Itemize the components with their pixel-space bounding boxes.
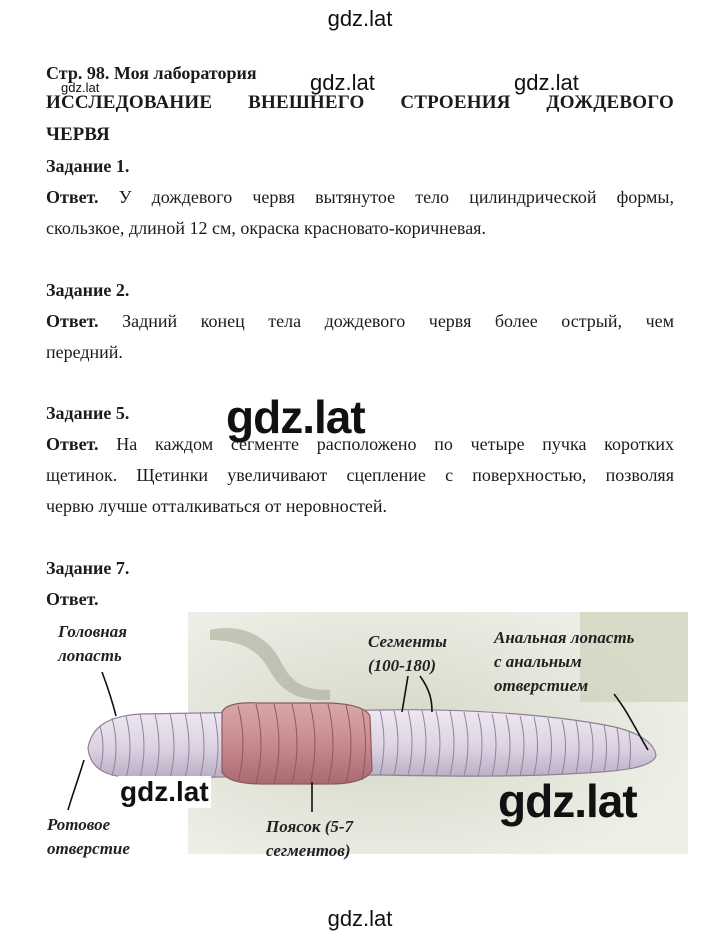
answer-label: Ответ.: [46, 187, 99, 207]
task-1-label: Задание 1.: [46, 156, 130, 176]
label-head-lobe: Головная лопасть: [58, 622, 127, 665]
page-title-line1: ИССЛЕДОВАНИЕ ВНЕШНЕГО СТРОЕНИЯ ДОЖДЕВОГО: [46, 92, 674, 113]
task-2-label: Задание 2.: [46, 280, 130, 300]
task-2-answer-line2: передний.: [46, 342, 123, 362]
watermark-large: gdz.lat: [226, 391, 365, 443]
answer-label: Ответ.: [46, 434, 99, 454]
answer-text: На каждом сегменте расположено по четыре пучка коротких: [116, 434, 674, 454]
label-mouth: Ротовое отверстие: [47, 815, 130, 858]
label-girdle: Поясок (5-7 сегментов): [266, 817, 354, 860]
watermark-small: gdz.lat: [61, 80, 100, 95]
page-reference: Стр. 98.: [46, 63, 110, 83]
answer-text: Задний конец тела дождевого червя более острый, чем: [122, 311, 674, 331]
task-5-answer-line3: червю лучше отталкиваться от неровностей.: [46, 496, 388, 516]
page-header: [46, 63, 257, 84]
task-1-answer-line2: скользкое, длиной 12 см, окраска красновато-коричневая.: [46, 218, 486, 238]
watermark-diagram-left: gdz.lat: [120, 776, 209, 807]
task-5-answer-line2: щетинок. Щетинки увеличивают сцепление с поверхностью, позволяя: [46, 465, 674, 485]
section-name: Моя лаборатория: [113, 63, 257, 83]
watermark-bottom: gdz.lat: [327, 906, 393, 931]
label-anal-lobe: Анальная лопасть с анальным отверстием: [494, 628, 635, 695]
answer-label: Ответ.: [46, 311, 99, 331]
label-segments: Сегменты (100-180): [368, 632, 447, 675]
task-7-answer-label: Ответ.: [46, 589, 99, 609]
task-1-answer-line1: [46, 187, 674, 208]
watermark-header-left: gdz.lat: [310, 70, 375, 95]
task-7-label: Задание 7.: [46, 558, 130, 578]
watermark-top: gdz.lat: [327, 6, 393, 31]
watermark-diagram-right: gdz.lat: [498, 775, 637, 827]
answer-text: У дождевого червя вытянутое тело цилиндрической формы,: [118, 187, 674, 207]
task-2-answer-line1: [46, 311, 674, 332]
watermark-header-right: gdz.lat: [514, 70, 579, 95]
task-5-label: Задание 5.: [46, 403, 130, 423]
page-title-line2: ЧЕРВЯ: [46, 124, 110, 145]
